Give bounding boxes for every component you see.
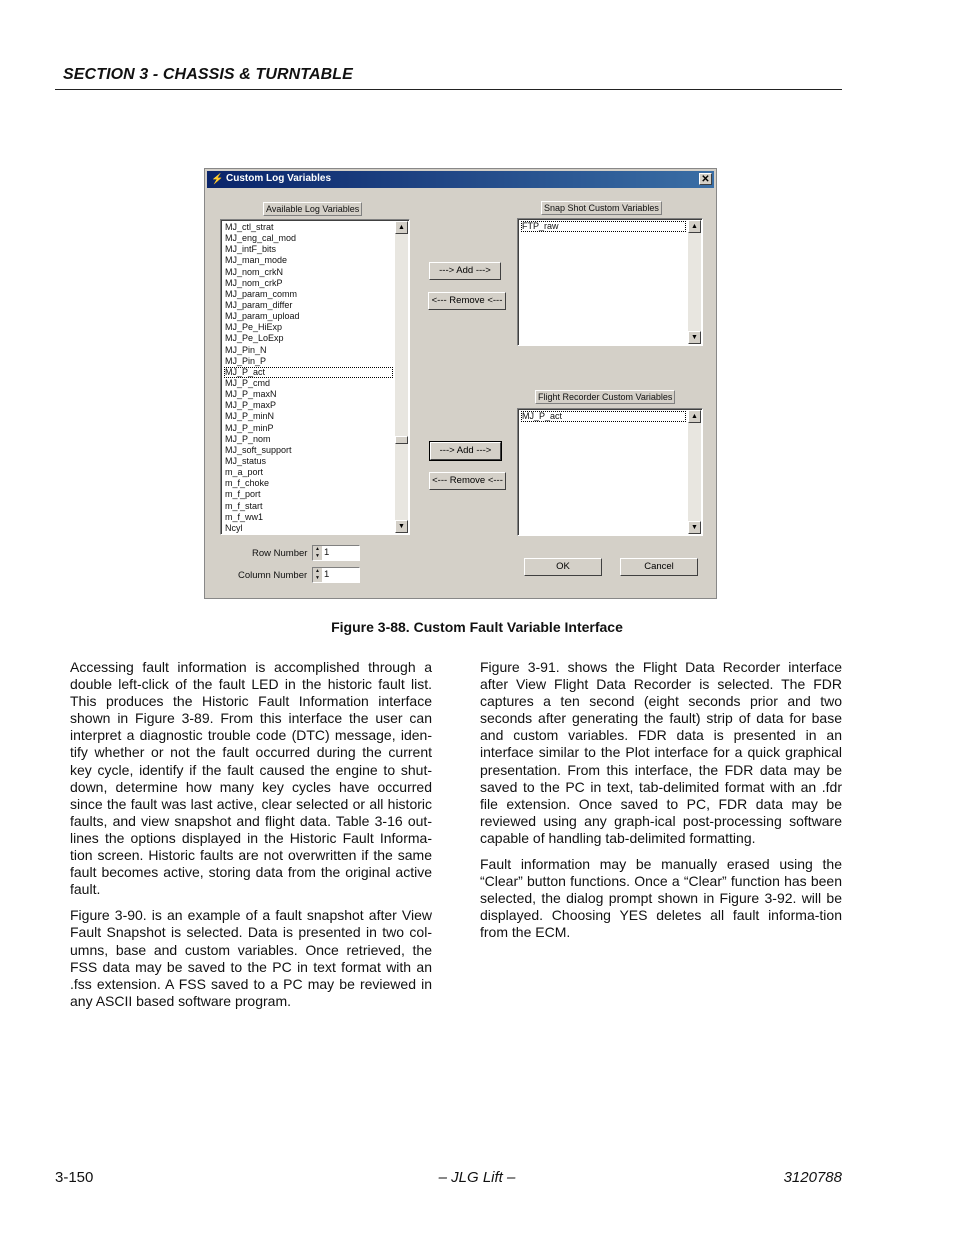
snapshot-custom-variables-list[interactable] xyxy=(517,218,703,346)
document-number: 3120788 xyxy=(783,1169,842,1186)
list-item[interactable]: MJ_Pe_LoExp xyxy=(225,333,284,344)
column-number-label: Column Number xyxy=(238,570,308,581)
list-item[interactable]: MJ_param_differ xyxy=(225,299,293,310)
list-item[interactable]: MJ_Pin_N xyxy=(225,344,267,355)
dialog-title: Custom Log Variables xyxy=(226,173,332,184)
available-log-variables-list[interactable] xyxy=(220,219,410,535)
row-number-spinner[interactable] xyxy=(312,545,360,561)
list-item[interactable]: MJ_P_nom xyxy=(225,433,271,444)
paragraph: Accessing fault information is accomplished through a double left-click of the fault LED in the historic fault list. This produces the Historic Fault Information interface shown in Figure 3-89. From this interface the user can interpret a diagnostic trouble code (DTC) message, iden-tify whether or not the fault occurred during the current key cycle, identify if the fault caused the engine to shut-down, determine how many key cycles have occurred since the fault was last active, clear selected or all historic faults, and view snapshot and flight data. Table 3-16 out-lines the options displayed in the Historic Fault Informa-tion screen. Historic faults are not overwritten if the same fault becomes active, storing data from the original active fault. xyxy=(70,659,432,898)
dialog-titlebar[interactable] xyxy=(207,171,714,188)
flight-items xyxy=(521,411,686,422)
snapshot-add-button[interactable]: ---> Add ---> xyxy=(429,262,501,280)
section-header: SECTION 3 - CHASSIS & TURNTABLE xyxy=(63,66,353,83)
list-item[interactable]: Ncyl xyxy=(225,522,243,533)
list-item[interactable]: m_a_port xyxy=(225,467,264,478)
paragraph: Fault information may be manually erased using the “Clear” button functions. Once a “Clear” function has been selected, the dialog prompt shown in Figure 3-92. will be displayed. Choosing YES deletes all fault informa-tion from the ECM. xyxy=(480,856,842,941)
scroll-up-icon[interactable]: ▲ xyxy=(688,410,701,423)
spinner-arrows-icon[interactable]: ▲ ▼ xyxy=(313,568,322,582)
list-item[interactable]: MJ_P_act xyxy=(224,367,393,378)
app-icon: ⚡ xyxy=(211,174,224,185)
spinner-arrows-icon[interactable]: ▲ ▼ xyxy=(313,546,322,560)
scroll-thumb[interactable] xyxy=(395,436,408,444)
list-item[interactable]: MJ_intF_bits xyxy=(225,244,277,255)
list-item[interactable]: FTP_raw xyxy=(521,221,686,232)
page-number: 3-150 xyxy=(55,1169,94,1186)
flight-scrollbar[interactable] xyxy=(688,410,701,534)
list-item[interactable]: m_f_ww1 xyxy=(225,511,264,522)
list-item[interactable]: MJ_nom_crkN xyxy=(225,266,284,277)
flight-recorder-custom-variables-label: Flight Recorder Custom Variables xyxy=(535,390,675,404)
scroll-up-icon[interactable]: ▲ xyxy=(395,221,408,234)
cancel-button[interactable]: Cancel xyxy=(620,558,698,576)
column-number-spinner[interactable] xyxy=(312,567,360,583)
right-column xyxy=(480,659,842,951)
scroll-up-icon[interactable]: ▲ xyxy=(688,220,701,233)
scroll-down-icon[interactable]: ▼ xyxy=(688,331,701,344)
available-scrollbar[interactable] xyxy=(395,221,408,533)
list-item[interactable]: MJ_P_maxN xyxy=(225,389,277,400)
footer-center: – JLG Lift – xyxy=(438,1169,516,1186)
list-item[interactable]: MJ_P_act xyxy=(521,411,686,422)
list-item[interactable]: MJ_Pe_HiExp xyxy=(225,322,283,333)
scroll-down-icon[interactable]: ▼ xyxy=(688,521,701,534)
snapshot-items xyxy=(521,221,686,232)
list-item[interactable]: MJ_nom_crkP xyxy=(225,277,283,288)
list-item[interactable]: MJ_Pin_P xyxy=(225,355,267,366)
flight-recorder-custom-variables-list[interactable] xyxy=(517,408,703,536)
list-item[interactable]: MJ_P_maxP xyxy=(225,400,277,411)
column-number-value: 1 xyxy=(324,569,330,580)
available-items xyxy=(224,222,393,534)
list-item[interactable]: MJ_param_upload xyxy=(225,311,300,322)
scroll-down-icon[interactable]: ▼ xyxy=(395,520,408,533)
list-item[interactable]: MJ_P_minN xyxy=(225,411,275,422)
list-item[interactable]: m_f_start xyxy=(225,500,263,511)
close-icon[interactable]: ✕ xyxy=(699,173,712,185)
snapshot-remove-button[interactable]: <--- Remove <--- xyxy=(428,292,506,310)
list-item[interactable]: MJ_status xyxy=(225,455,267,466)
list-item[interactable]: MJ_eng_cal_mod xyxy=(225,233,297,244)
flight-remove-button[interactable]: <--- Remove <--- xyxy=(429,472,506,490)
left-column xyxy=(70,659,432,1019)
ok-button[interactable]: OK xyxy=(524,558,602,576)
list-item[interactable]: MJ_param_comm xyxy=(225,288,298,299)
list-item[interactable]: MJ_P_cmd xyxy=(225,377,271,388)
snapshot-custom-variables-label: Snap Shot Custom Variables xyxy=(541,201,662,215)
snapshot-scrollbar[interactable] xyxy=(688,220,701,344)
list-item[interactable]: m_f_port xyxy=(225,489,261,500)
flight-add-button[interactable]: ---> Add ---> xyxy=(430,442,501,460)
available-log-variables-label: Available Log Variables xyxy=(263,202,362,216)
custom-log-variables-dialog xyxy=(204,168,717,599)
list-item[interactable]: MJ_soft_support xyxy=(225,444,292,455)
list-item[interactable]: MJ_P_minP xyxy=(225,422,274,433)
list-item[interactable]: m_f_choke xyxy=(225,478,270,489)
figure-caption: Figure 3-88. Custom Fault Variable Interface xyxy=(331,619,623,635)
row-number-value: 1 xyxy=(324,547,330,558)
list-item[interactable]: MJ_ctl_strat xyxy=(225,222,274,232)
header-rule xyxy=(55,89,842,90)
list-item[interactable]: MJ_man_mode xyxy=(225,255,288,266)
paragraph: Figure 3-91. shows the Flight Data Recorder interface after View Flight Data Recorder is selected. The FDR captures a ten second (eight seconds prior and two seconds after generating the fault) strip of data for base and custom variables. FDR data is presented in an interface similar to the Plot interface for a quick graphical presentation. From this interface, the FDR data may be saved to the PC in text, tab-delimited format with an .fdr file extension. Once saved to PC, FDR data may be reviewed using any graph-ical post-processing software capable of handling tab-delimited formatting. xyxy=(480,659,842,846)
row-number-label: Row Number xyxy=(252,548,308,559)
paragraph: Figure 3-90. is an example of a fault snapshot after View Fault Snapshot is selected. Data is presented in two col-umns, base and custom variables. Once retrieved, the FSS data may be saved to the PC in text format with an .fss extension. A FSS saved to a PC may be reviewed in any ASCII based software program. xyxy=(70,907,432,1009)
